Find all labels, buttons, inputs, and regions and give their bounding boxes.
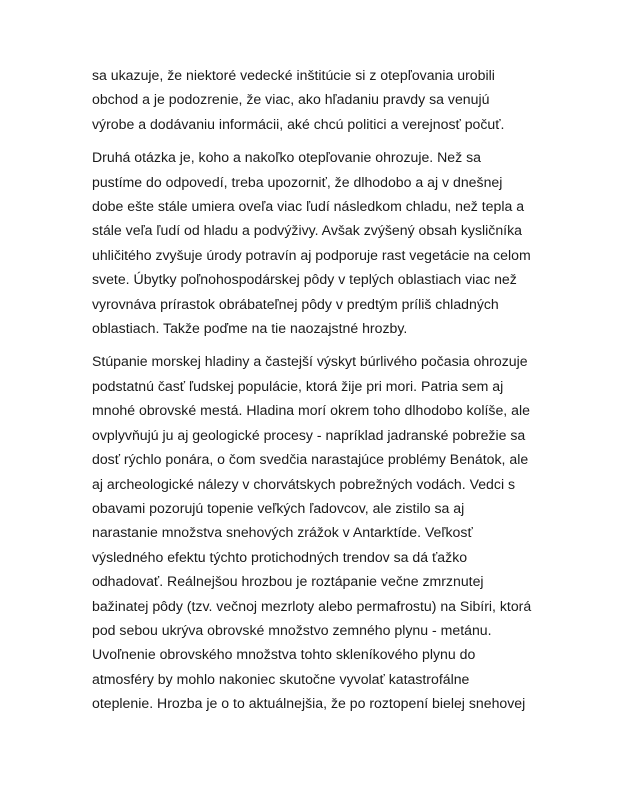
text-line: podstatnú časť ľudskej populácie, ktorá žije pri mori. Patria sem aj bbox=[92, 377, 504, 394]
text-line: dosť rýchlo ponára, o čom svedčia narastajúce problémy Benátok, ale bbox=[92, 451, 529, 468]
text-line: narastanie množstva snehových zrážok v Antarktíde. Veľkosť bbox=[92, 524, 473, 541]
document-body bbox=[92, 63, 552, 716]
text-line: uhličitého zvyšuje úrody potravín aj podporuje rast vegetácie na celom bbox=[92, 246, 531, 263]
text-line: Uvoľnenie obrovského množstva tohto skleníkového plynu do bbox=[92, 646, 476, 663]
text-line: stále veľa ľudí od hladu a podvýživy. Avšak zvýšený obsah kysličníka bbox=[92, 222, 522, 239]
text-line: obavami pozorujú topenie veľkých ľadovcov, ale zistilo sa aj bbox=[92, 499, 465, 516]
text-line: dobe ešte stále umiera oveľa viac ľudí následkom chladu, než tepla a bbox=[92, 198, 525, 215]
text-line: pod sebou ukrýva obrovské množstvo zemného plynu - metánu. bbox=[92, 621, 492, 638]
text-line: výsledného efektu týchto protichodných trendov sa dá ťažko bbox=[92, 548, 468, 565]
text-line: mnohé obrovské mestá. Hladina morí okrem toho dlhodobo kolíše, ale bbox=[92, 402, 530, 419]
paragraph-2 bbox=[92, 145, 552, 340]
text-line: Druhá otázka je, koho a nakoľko otepľovanie ohrozuje. Než sa bbox=[92, 149, 481, 166]
paragraph-3 bbox=[92, 349, 552, 715]
text-line: aj archeologické nálezy v chorvátskych pobrežných vodách. Vedci s bbox=[92, 475, 516, 492]
text-line: pustíme do odpovedí, treba upozorniť, že dlhodobo a aj v dnešnej bbox=[92, 173, 503, 190]
text-line: oteplenie. Hrozba je o to aktuálnejšia, že po roztopení bielej snehovej bbox=[92, 695, 526, 712]
paragraph-1 bbox=[92, 63, 552, 136]
text-line: oblastiach. Takže poďme na tie naozajstné hrozby. bbox=[92, 320, 408, 337]
text-line: sa ukazuje, že niektoré vedecké inštitúcie si z otepľovania urobili bbox=[92, 67, 495, 83]
text-line: Stúpanie morskej hladiny a častejší výskyt búrlivého počasia ohrozuje bbox=[92, 353, 528, 370]
text-line: výrobe a dodávaniu informácii, aké chcú politici a verejnosť počuť. bbox=[92, 115, 505, 132]
text-line: atmosféry by mohlo nakoniec skutočne vyvolať katastrofálne bbox=[92, 670, 470, 687]
text-line: odhadovať. Reálnejšou hrozbou je roztápanie večne zmrznutej bbox=[92, 573, 484, 590]
text-line: obchod a je podozrenie, že viac, ako hľadaniu pravdy sa venujú bbox=[92, 91, 490, 108]
text-line: bažinatej pôdy (tzv. večnoj mezrloty alebo permafrostu) na Sibíri, ktorá bbox=[92, 597, 532, 614]
text-line: ovplyvňujú ju aj geologické procesy - napríklad jadranské pobrežie sa bbox=[92, 426, 526, 443]
text-line: vyrovnáva prírastok obrábateľnej pôdy v predtým príliš chladných bbox=[92, 295, 499, 312]
text-line: svete. Úbytky poľnohospodárskej pôdy v teplých oblastiach viac než bbox=[92, 271, 517, 288]
